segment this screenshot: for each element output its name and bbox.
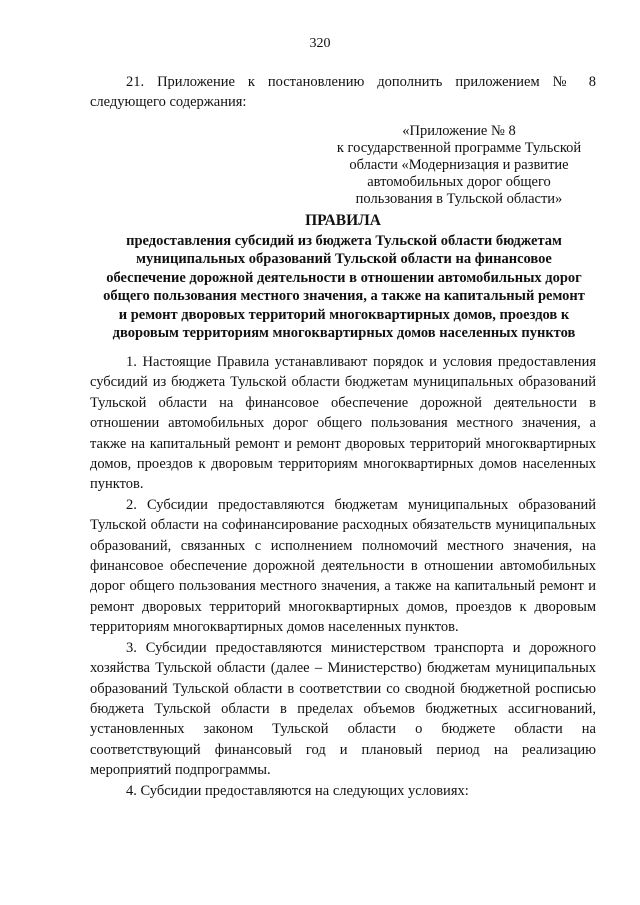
subtitle-line: и ремонт дворовых территорий многоквартирных домов, проездов к	[118, 306, 570, 323]
appendix-line: «Приложение № 8	[402, 123, 516, 139]
appendix-header	[318, 123, 600, 208]
document-title: ПРАВИЛА	[305, 212, 381, 229]
subtitle-line: общего пользования местного значения, а также на капитальный ремонт	[103, 288, 585, 305]
document-body	[90, 352, 596, 801]
intro-paragraph: 21. Приложение к постановлению дополнить приложением № 8 следующего содержания:	[90, 74, 596, 110]
paragraph-2: 2. Субсидии предоставляются бюджетам муниципальных образований Тульской области на софинансирование расходных обязательств муниципальных образований, связанных с исполнением полномочий местного значения, на финансовое обеспечение дорожной деятельности в отношении автомобильных дорог общего пользования местного значения, а также на капитальный ремонт и ремонт дворовых территорий многоквартирных домов, проездов к дворовым территориям многоквартирных домов населенных пунктов.	[90, 496, 596, 636]
subtitle-line: обеспечение дорожной деятельности в отношении автомобильных дорог	[106, 269, 582, 286]
paragraph-3: 3. Субсидии предоставляются министерством транспорта и дорожного хозяйства Тульской области (далее – Министерство) бюджетам муниципальных образований Тульской области в соответствии со сводной бюджетной росписью бюджета Тульской области в пределах объемов бюджетных ассигнований, установленных законом Тульской области о бюджете области на соответствующий финансовый год и плановый период на реализацию мероприятий подпрограммы.	[90, 639, 596, 779]
appendix-line: автомобильных дорог общего	[367, 174, 551, 190]
subtitle-line: предоставления субсидий из бюджета Тульской области бюджетам	[126, 233, 562, 249]
paragraph-4: 4. Субсидии предоставляются на следующих условиях:	[126, 782, 469, 799]
appendix-line: области «Модернизация и развитие	[349, 157, 569, 173]
subtitle-line: дворовым территориям многоквартирных домов населенных пунктов	[112, 325, 576, 342]
subtitle-line: муниципальных образований Тульской области на финансовое	[136, 251, 552, 268]
document-subtitle	[96, 232, 592, 342]
page-number: 320	[309, 36, 331, 51]
paragraph-1: 1. Настоящие Правила устанавливают порядок и условия предоставления субсидий из бюджета Тульской области бюджетам муниципальных образований Тульской области на финансовое обеспечение дорожной деятельности в отношении автомобильных дорог общего пользования местного значения, а также на капитальный ремонт и ремонт дворовых территорий многоквартирных домов, проездов к дворовым территориям многоквартирных домов населенных пунктов.	[90, 354, 596, 493]
appendix-line: пользования в Тульской области»	[355, 191, 563, 207]
appendix-line: к государственной программе Тульской	[336, 140, 582, 156]
